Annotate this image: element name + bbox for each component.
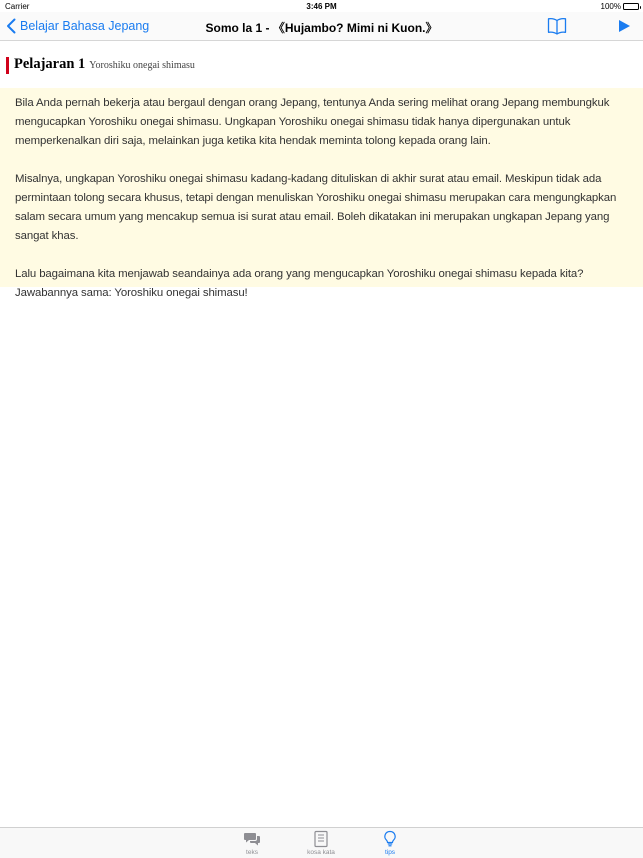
tab-kosa-kata-label: kosa kata [307,849,335,856]
lesson-header [6,56,195,74]
lesson-title: Pelajaran 1 [14,56,86,72]
battery-percent: 100% [600,2,621,11]
battery-indicator [601,2,639,11]
battery-icon [623,3,639,10]
tips-paragraph-3: Lalu bagaimana kita menjawab seandainya ada orang yang mengucapkan Yoroshiku onegai shimasu kepada kita? Jawabannya sama: Yoroshiku onegai shimasu! [15,268,584,299]
back-button-label: Belajar Bahasa Jepang [20,19,150,33]
tab-kosa-kata[interactable] [296,830,346,858]
navigation-bar [0,12,643,41]
tips-paragraph-2: Misalnya, ungkapan Yoroshiku onegai shimasu kadang-kadang dituliskan di akhir surat atau email. Meskipun tidak ada permintaan tolong secara khusus, tetapi dengan menuliskan Yoroshiku onegai shimasu merupakan cara mengungkapkan salam secara umum yang mencakup semua isi surat atau email. Boleh dikatakan ini merupakan ungkapan Jepang yang sangat khas. [15,173,617,242]
carrier-label: Carrier [5,2,30,11]
status-bar [0,0,643,12]
back-button[interactable] [6,18,149,34]
tab-tips-label: tips [384,849,396,856]
lesson-subtitle: Yoroshiku onegai shimasu [89,60,195,71]
lightbulb-icon [381,830,399,848]
tab-teks[interactable] [227,830,277,858]
tips-paragraph-1: Bila Anda pernah bekerja atau bergaul dengan orang Jepang, tentunya Anda sering melihat orang Jepang membungkuk mengucapkan Yoroshiku onegai shimasu. Ungkapan Yoroshiku onegai shimasu tidak hanya dipergunakan untuk memperkenalkan diri saja, melainkan juga ketika kita hendak meminta tolong kepada orang lain. [15,97,610,147]
page-title: Somo la 1 - 《Hujambo? Mimi ni Kuon.》 [205,21,438,35]
open-book-icon[interactable] [547,17,567,35]
chevron-left-icon [6,18,16,34]
lesson-accent-bar [6,57,9,74]
tab-teks-label: teks [246,849,258,856]
tab-bar [0,827,643,858]
tab-tips[interactable] [365,830,415,858]
tips-content [0,88,643,299]
status-time: 3:46 PM [306,2,337,11]
play-icon[interactable] [617,19,631,33]
notebook-icon [312,830,330,848]
chat-bubbles-icon [243,830,261,848]
